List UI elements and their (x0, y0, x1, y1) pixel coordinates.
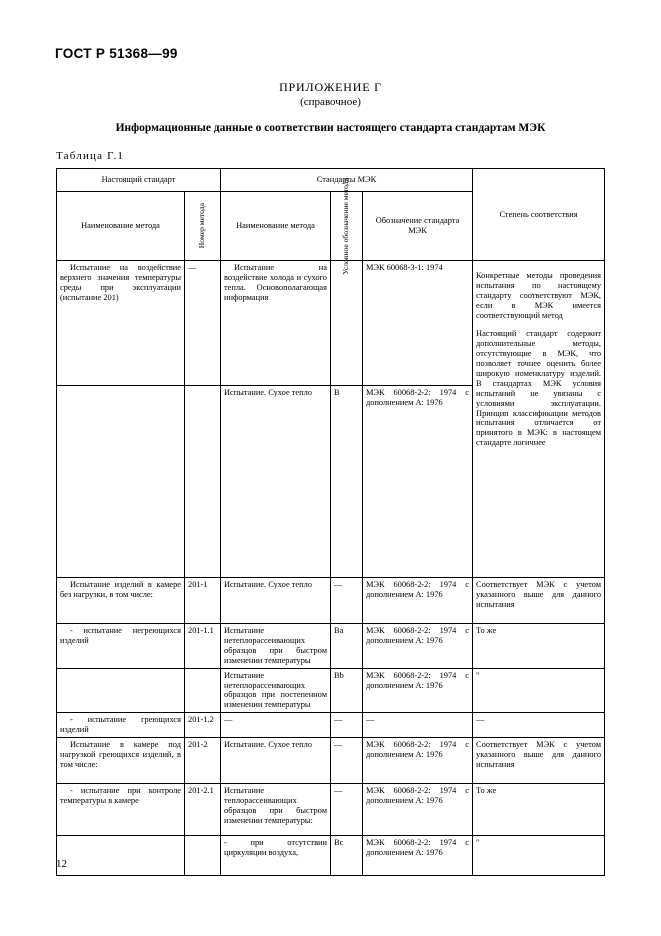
cell-method-number (185, 386, 221, 578)
appendix-title: ПРИЛОЖЕНИЕ Г (279, 80, 382, 94)
cell-iec-method-name: Испытание. Сухое тепло (221, 386, 331, 578)
conformity-paragraph-2: Настоящий стандарт содержит дополнительные методы, отсутствующие в МЭК, что позволяет точнее оценить более широкую номенклатуру изделий. В стандартах МЭК условия испытаний не увязаны с условиями эксплуатации. Принцип классификации методов испытания отличается от принятого в МЭК: в настоящем стандарте логичнее (476, 329, 602, 448)
standard-code: ГОСТ Р 51368—99 (55, 46, 178, 61)
table-row (57, 578, 605, 624)
table-row (57, 738, 605, 784)
header-iec-standards: Стандарты МЭК (221, 169, 473, 192)
header-method-number (185, 192, 221, 261)
cell-iec-method-name: — (221, 713, 331, 738)
table-row (57, 624, 605, 669)
header-method-number-label: Номер метода (197, 203, 207, 249)
conformity-table (56, 168, 605, 876)
cell-iec-designation: МЭК 60068-2-2: 1974 с дополнением А: 1976 (363, 386, 473, 578)
cell-iec-symbol: В (331, 386, 363, 578)
page-number: 12 (56, 858, 67, 870)
cell-iec-symbol: Вb (331, 668, 363, 713)
cell-iec-method-name: Испытание на воздействие холода и сухого тепла. Основополагающая информация (221, 261, 331, 386)
cell-method-name: - испытание греющихся изделий (57, 713, 185, 738)
header-method-name: Наименование метода (57, 192, 185, 261)
cell-method-number (185, 836, 221, 876)
cell-method-number: 201-2 (185, 738, 221, 784)
cell-iec-symbol: Ва (331, 624, 363, 669)
cell-iec-designation: МЭК 60068-2-2: 1974 с дополнением А: 1976 (363, 836, 473, 876)
table-row (57, 836, 605, 876)
header-iec-designation: Обозначение стандарта МЭК (363, 192, 473, 261)
table-row (57, 713, 605, 738)
cell-conformity: — (473, 713, 605, 738)
cell-iec-method-name: Испытание. Сухое тепло (221, 738, 331, 784)
cell-method-name (57, 836, 185, 876)
cell-method-name: - испытание негреющихся изделий (57, 624, 185, 669)
cell-iec-symbol (331, 261, 363, 386)
cell-method-name: Испытание изделий в камере без нагрузки, в том числе: (57, 578, 185, 624)
header-iec-symbol (331, 177, 363, 275)
conformity-paragraph-1: Конкретные методы проведения испытания по настоящему стандарту соответствуют МЭК, если в МЭК имеется соответствующий метод (476, 271, 602, 321)
cell-conformity (473, 261, 605, 578)
cell-iec-designation: МЭК 60068-2-2: 1974 с дополнением А: 1976 (363, 668, 473, 713)
header-iec-symbol-label: Условное обозначение метода (341, 177, 351, 275)
cell-method-name: Испытание на воздействие верхнего значения температуры среды при эксплуатации (испытание 201) (57, 261, 185, 386)
header-current-standard: Настоящий стандарт (57, 169, 221, 192)
cell-iec-symbol: — (331, 784, 363, 836)
cell-method-number: 201-2.1 (185, 784, 221, 836)
table-row (57, 784, 605, 836)
table-caption: Таблица Г.1 (56, 150, 125, 162)
cell-method-number: — (185, 261, 221, 386)
cell-iec-designation: МЭК 60068-2-2: 1974 с дополнением А: 1976 (363, 784, 473, 836)
cell-iec-method-name: Испытание. Сухое тепло (221, 578, 331, 624)
cell-method-name: Испытание в камере под нагрузкой греющихся изделий, в том числе: (57, 738, 185, 784)
section-title: Информационные данные о соответствии настоящего стандарта стандартам МЭК (115, 122, 546, 134)
cell-method-number: 201-1.1 (185, 624, 221, 669)
cell-method-number (185, 668, 221, 713)
cell-iec-method-name: Испытание теплорассеивающих образцов при быстром изменении температуры: (221, 784, 331, 836)
cell-method-name (57, 668, 185, 713)
cell-iec-method-name: Испытание нетеплорассеивающих образцов при постепенном изменении температуры (221, 668, 331, 713)
cell-iec-symbol: Вс (331, 836, 363, 876)
cell-iec-designation: МЭК 60068-2-2: 1974 с дополнением А: 1976 (363, 578, 473, 624)
cell-conformity: То же (473, 624, 605, 669)
table-body (57, 261, 605, 876)
cell-iec-symbol: — (331, 578, 363, 624)
cell-method-name (57, 386, 185, 578)
header-conformity: Степень соответствия (473, 169, 605, 261)
cell-iec-designation: — (363, 713, 473, 738)
cell-conformity: " (473, 668, 605, 713)
cell-conformity: То же (473, 784, 605, 836)
table-row (57, 668, 605, 713)
cell-method-number: 201-1.2 (185, 713, 221, 738)
table-row (57, 261, 605, 386)
table-header-group-row (57, 169, 605, 192)
cell-iec-designation: МЭК 60068-2-2: 1974 с дополнением А: 1976 (363, 738, 473, 784)
header-iec-method-name: Наименование метода (221, 192, 331, 261)
cell-iec-designation: МЭК 60068-3-1: 1974 (363, 261, 473, 386)
cell-iec-symbol: — (331, 713, 363, 738)
appendix-subtitle: (справочное) (300, 96, 361, 108)
cell-iec-symbol: — (331, 738, 363, 784)
cell-conformity: " (473, 836, 605, 876)
cell-iec-designation: МЭК 60068-2-2: 1974 с дополнением А: 1976 (363, 624, 473, 669)
cell-conformity: Соответствует МЭК с учетом указанного выше для данного испытания (473, 738, 605, 784)
cell-conformity: Соответствует МЭК с учетом указанного выше для данного испытания (473, 578, 605, 624)
cell-iec-method-name: Испытание нетеплорассеивающих образцов при быстром изменении температуры (221, 624, 331, 669)
cell-method-name: - испытание при контроле температуры в камере (57, 784, 185, 836)
cell-method-number: 201-1 (185, 578, 221, 624)
cell-iec-method-name: - при отсутствии циркуляции воздуха, (221, 836, 331, 876)
